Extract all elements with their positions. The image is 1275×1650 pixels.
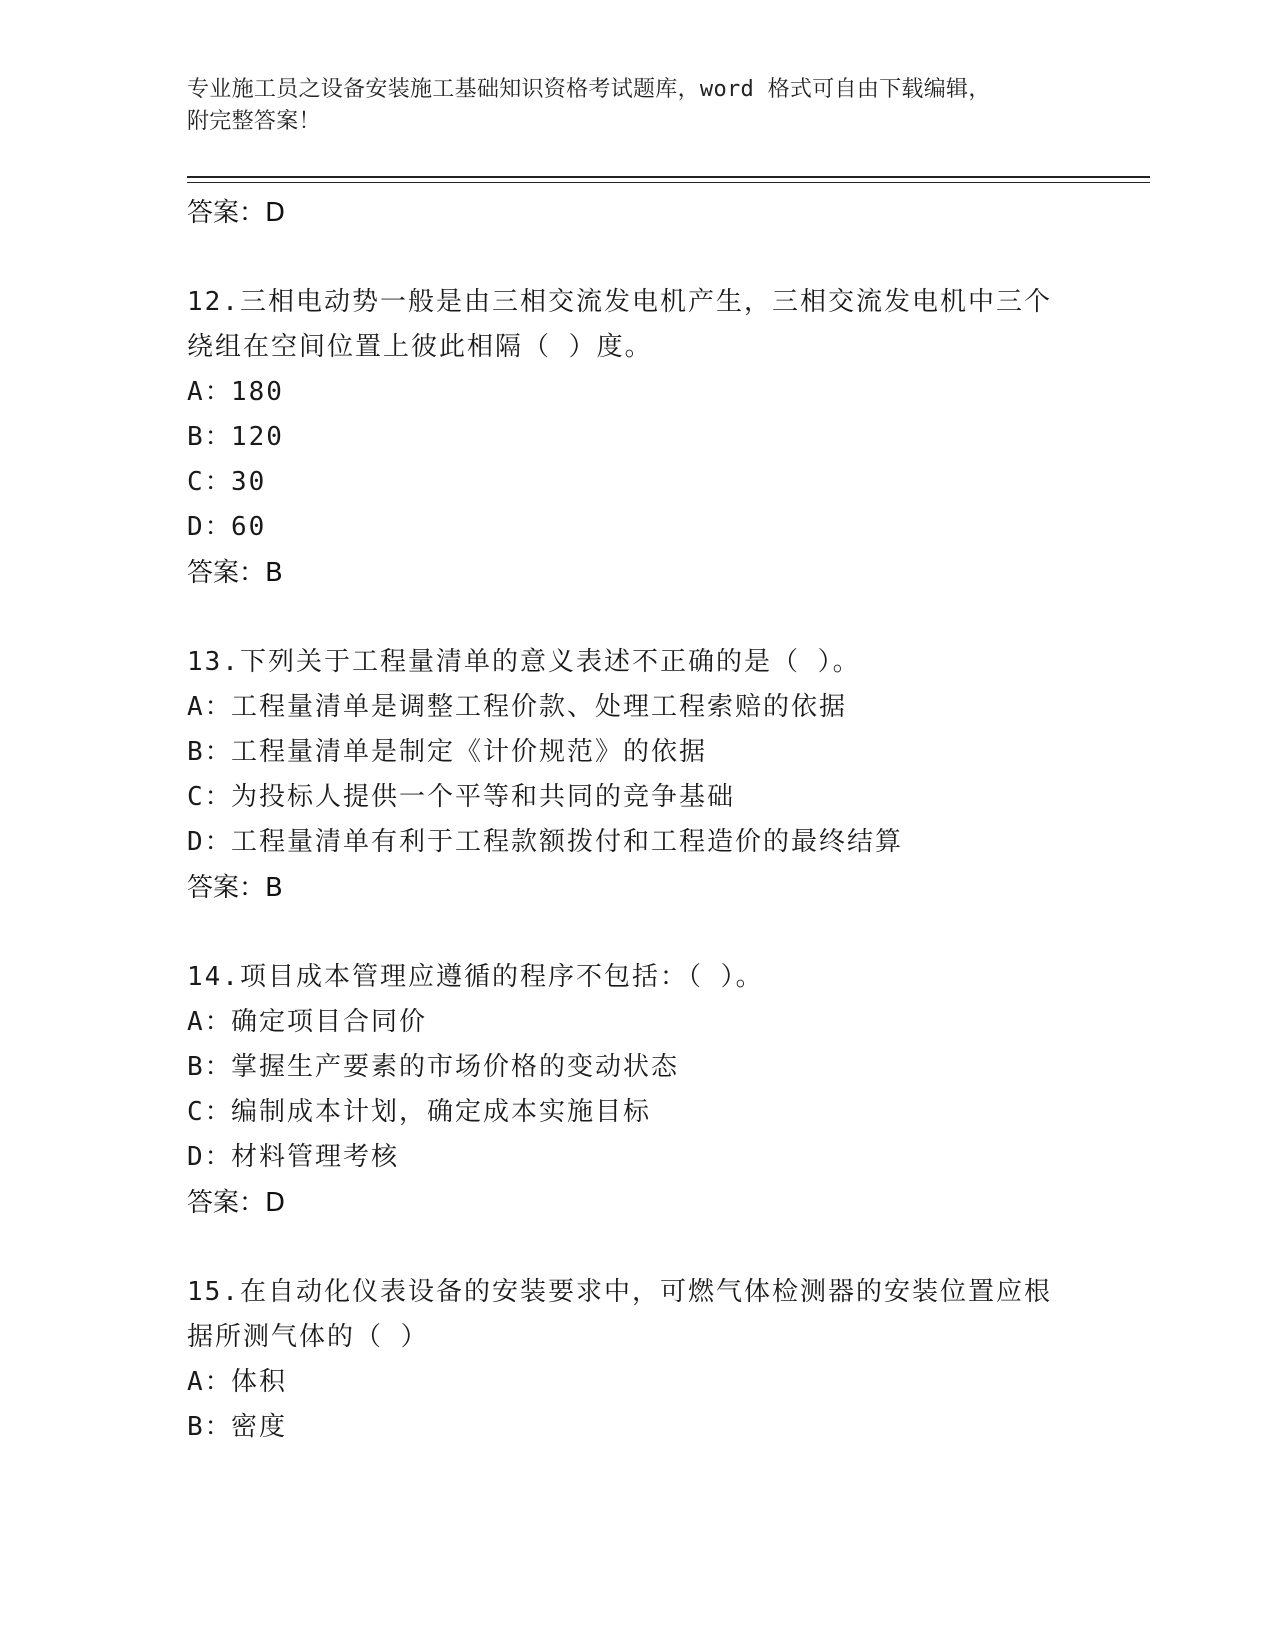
option-text: 60	[231, 512, 267, 542]
option-text: 确定项目合同价	[231, 1007, 428, 1037]
option-c	[187, 1090, 1117, 1135]
option-key: B：	[187, 737, 233, 767]
option-key: C：	[187, 782, 233, 812]
option-c	[187, 775, 1117, 820]
option-key: D：	[187, 827, 233, 857]
option-d	[187, 820, 1117, 865]
header-line-1: 专业施工员之设备安装施工基础知识资格考试题库，word 格式可自由下载编辑，	[187, 77, 991, 102]
option-key: C：	[187, 467, 233, 497]
option-key: D：	[187, 512, 233, 542]
question-14	[187, 955, 1117, 1226]
option-text: 密度	[231, 1412, 288, 1442]
question-15	[187, 1270, 1117, 1450]
answer-label: 答案：D	[187, 198, 286, 228]
option-a	[187, 1000, 1117, 1045]
option-key: A：	[187, 1367, 233, 1397]
answer-label: 答案：B	[187, 558, 283, 588]
question-stem: 绕组在空间位置上彼此相隔（ ）度。	[187, 332, 653, 362]
option-key: A：	[187, 377, 233, 407]
option-key: B：	[187, 1052, 233, 1082]
option-key: D：	[187, 1142, 233, 1172]
question-12	[187, 280, 1117, 596]
question-13	[187, 640, 1117, 911]
question-stem: 14.项目成本管理应遵循的程序不包括：（ ）。	[187, 962, 764, 992]
option-d	[187, 505, 1117, 550]
option-key: A：	[187, 1007, 233, 1037]
option-key: A：	[187, 692, 233, 722]
option-key: B：	[187, 1412, 233, 1442]
question-list	[187, 190, 1117, 1450]
option-text: 30	[231, 467, 267, 497]
question-stem: 13.下列关于工程量清单的意义表述不正确的是（ ）。	[187, 647, 861, 677]
document-header	[187, 74, 1087, 138]
option-text: 材料管理考核	[231, 1142, 400, 1172]
option-b	[187, 1405, 1117, 1450]
question-stem: 15.在自动化仪表设备的安装要求中，可燃气体检测器的安装位置应根	[187, 1277, 1052, 1307]
option-text: 为投标人提供一个平等和共同的竞争基础	[231, 782, 736, 812]
option-text: 编制成本计划，确定成本实施目标	[231, 1097, 652, 1127]
option-a	[187, 1360, 1117, 1405]
question-stem: 12.三相电动势一般是由三相交流发电机产生，三相交流发电机中三个	[187, 287, 1052, 317]
option-text: 掌握生产要素的市场价格的变动状态	[231, 1052, 680, 1082]
option-b	[187, 730, 1117, 775]
option-a	[187, 685, 1117, 730]
question-stem: 据所测气体的（ ）	[187, 1322, 429, 1352]
answer-label: 答案：D	[187, 1188, 286, 1218]
option-text: 180	[231, 377, 284, 407]
option-b	[187, 1045, 1117, 1090]
option-c	[187, 460, 1117, 505]
option-text: 工程量清单是调整工程价款、处理工程索赔的依据	[231, 692, 848, 722]
option-key: C：	[187, 1097, 233, 1127]
answer-label: 答案：B	[187, 873, 283, 903]
option-b	[187, 415, 1117, 460]
option-text: 工程量清单有利于工程款额拨付和工程造价的最终结算	[231, 827, 904, 857]
option-a	[187, 370, 1117, 415]
option-d	[187, 1135, 1117, 1180]
option-text: 120	[231, 422, 284, 452]
option-text: 体积	[231, 1367, 288, 1397]
header-divider-thin	[187, 182, 1150, 183]
header-line-2: 附完整答案！	[187, 109, 321, 134]
header-divider-thick	[187, 176, 1150, 178]
option-text: 工程量清单是制定《计价规范》的依据	[231, 737, 708, 767]
option-key: B：	[187, 422, 233, 452]
